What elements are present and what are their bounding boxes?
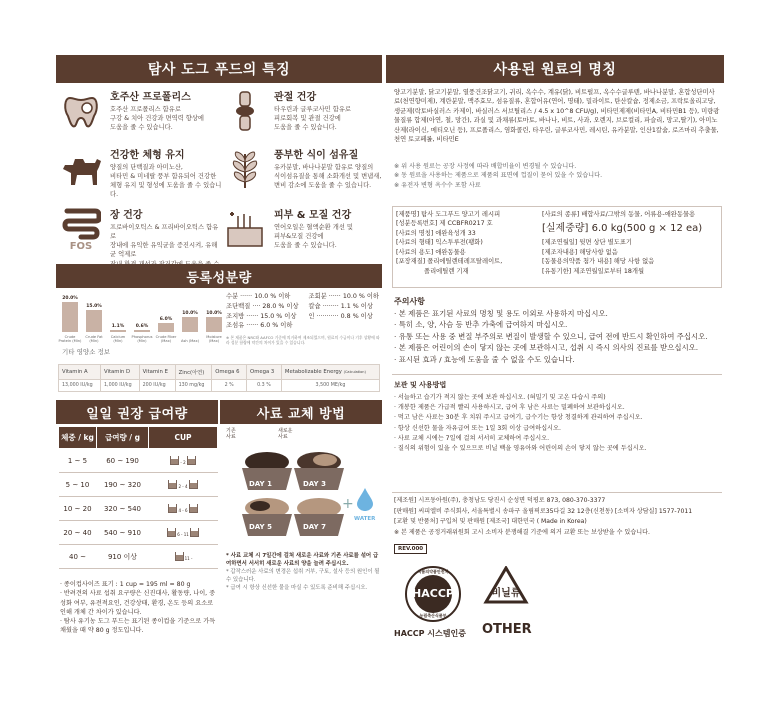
fos-label: FOS (69, 240, 93, 252)
amount-cell: 60 ~ 190 (97, 449, 149, 473)
table-row (59, 545, 218, 569)
bar-5 (182, 317, 198, 332)
cup-icon (168, 504, 177, 513)
old-food-label: 기존 사료 (226, 428, 236, 440)
ingredients-text: 양고기분말, 닭고기분말, 열풍건조닭고기, 귀리, 옥수수, 계유(닭), 비트펄프, 옥수수글루텐, 바나나분말, 혼합성단미사료(천연향미제), 계란분말, 맥주효모, 섬유질류, 혼합어유(연어, 명태), 밀라이트, 탄산칼슘, 정제소금, 프락토올리고당, 생균제(락토바실러스 카제이, 바실러스 서브틸리스 / 4.5 x 10^8 CFU/g), 비타민제제(비타민A, 비타민B1 등), 미량광물질류 합제(아연, 철, 망간), 과실 및 과채류(토마토, 바나나, 비트, 사과, 오렌지, 브로컬리, 파슬리, 망고,딸기), 아미노산제(라이신, 메티오닌 등), 프로폴리스, 염화콜린, 타우린, 글루코사민, 레시틴, 유카분말, 인산1칼슘, 로즈마리 추출물, 천연 토코페롤, 비타민E (394, 89, 720, 144)
table-cell: 3,500 ME/kg (281, 380, 379, 392)
haccp-logo (404, 565, 462, 623)
bar-value-label: 0.6% (135, 324, 149, 329)
table-cell: Vitamin A (59, 365, 101, 380)
table-row (59, 449, 218, 473)
table-cell: Metabolizable Energy (Calculation) (281, 365, 379, 380)
header-cell: CUP (149, 427, 218, 449)
table-cell: Zinc(아연) (175, 365, 212, 380)
composition-note: ※ 본 제품은 NRC와 AAFCO 기준에 의거하여 제조되었으며, 원료의 수급이나 기후 상황에 따라 성분 함량에 약간의 차이가 있을 수 있습니다. (226, 335, 380, 346)
joint-icon (222, 88, 268, 134)
cup-icon (190, 528, 199, 537)
weight-cell: 10 ~ 20 (59, 497, 97, 521)
bar-category-label: Moisture (Max) (206, 335, 222, 344)
composition-list (226, 292, 382, 346)
food-swap-header: 사료 교체 방법 (220, 400, 382, 424)
cup-cell: 11 - (149, 545, 218, 569)
haccp-caption: HACCP 시스템인증 (394, 629, 466, 638)
company-info: [제조원] 시프동아원(주), 충청남도 당진시 순성면 덕평로 873, 080-370-3377 [판매원] 씨피엘비 주식회사, 서울특별시 송파구 올림픽로35다길 32 12층(신천동) [소비자 상담실] 1577-7011 [교환 및 반품처] 구입처 및 판매원 [제조국] 대한민국 ( Made in Korea) ※ 본 제품은 공정거래위원회 고시 소비자 분쟁해결 기준에 의거 교환 또는 보상받을 수 있습니다. (394, 497, 693, 536)
bar-6 (206, 317, 222, 332)
header-cell: 체중 / kg (59, 427, 97, 449)
day-7-label: DAY 7 (303, 523, 326, 531)
bar-category-label: Phosphorus (Min) (131, 335, 153, 344)
amount-cell: 910 이상 (97, 545, 149, 569)
feature-joint (222, 88, 382, 134)
feature-desc: 타우린과 글루코사민 함유로 피로회복 및 관절 건강에 도움을 줄 수 있습니다. (274, 106, 351, 132)
feature-fiber (222, 146, 382, 192)
feature-title: 풍부한 식이 섬유질 (274, 150, 359, 161)
bar-category-label: Crude Fat (Min) (85, 335, 103, 344)
composition-list-right: 조회분 ······ 10.0 % 이하 칼슘 ········ 1.1 % 이상 인 ··········· 0.8 % 이상 (308, 293, 379, 320)
feeding-table (58, 426, 218, 569)
bar-value-label: 15.0% (86, 303, 102, 309)
recycle-type: 비닐류 (491, 588, 521, 599)
bar-category-label: Calcium (Min) (110, 335, 126, 344)
bar-4 (158, 323, 174, 332)
feature-title: 장 건강 (110, 210, 143, 221)
feature-title: 관절 건강 (274, 92, 317, 103)
storage-title: 보관 및 사용방법 (394, 381, 447, 389)
dog-icon (58, 146, 104, 192)
other-nutrients-title: 기타 영양소 정보 (62, 348, 111, 356)
feature-title: 건강한 체형 유지 (110, 150, 185, 161)
table-row (59, 473, 218, 497)
bar-category-label: Crude Fiber (Max) (155, 335, 177, 344)
feature-body (58, 146, 223, 200)
bar-value-label: 20.0% (62, 296, 78, 301)
amount-cell: 320 ~ 540 (97, 497, 149, 521)
nutrient-header-row (59, 365, 380, 380)
composition-bar-chart (58, 288, 228, 344)
daily-feeding-header: 일일 권장 급여량 (56, 400, 218, 424)
product-info-left: [제품명] 탐사 도그푸드 양고기 레시피 [성분등록번호] 제 CCBFR0217 호 [사료의 명칭] 애완육성개 33 [사료의 형태] 익스투루전(팽화) [사료의 용도] 애완동물용 [포장재질] 폴리에틸렌테레프탈레이트, 폴리에틸렌 기재 (396, 211, 503, 275)
table-cell: Omega 3 (247, 365, 282, 380)
bar-3 (134, 330, 150, 332)
weight-cell: 20 ~ 40 (59, 521, 97, 545)
new-food-label: 새로운 사료 (278, 428, 293, 440)
cup-icon (175, 552, 184, 561)
divider (392, 374, 722, 375)
swap-notes: * 사료 교체 시 7일간에 걸쳐 새로운 사료와 기존 사료를 섞어 급여하면서 서서히 새로운 사료의 양을 늘려 주십시오. * 갑작스러운 사료의 변경은 섭취 거부, 구토, 설사 등의 원인이 될 수 있습니다. * 급여 시 항상 신선한 물을 마실 수 있도록 준비해 주십시오. (226, 553, 380, 592)
feature-desc: 유카분말, 바나나분말 함유로 양질의 식이섬유질을 통해 소화개선 및 변냄새, 변비 감소에 도움을 줄 수 있습니다. (274, 164, 382, 190)
table-cell: Vitamin D (101, 365, 140, 380)
bar-category-label: Crude Protein (Min) (58, 335, 82, 344)
ingredients-header: 사용된 원료의 명칭 (386, 55, 724, 83)
cup-cell: 6 - 11 (149, 521, 218, 545)
table-cell: Omega 6 (212, 365, 247, 380)
feature-desc: 프로바이오틱스 & 프리바이오틱스 함유로 장내에 유익한 유익균을 증진시켜, 유해균 억제로 (110, 224, 219, 259)
ingredients-notes: ※ 위 사용 원료는 공장 사정에 따라 배합비율이 변경될 수 있습니다. ※ 동 원료을 사용하는 제품으로 제품의 표면에 껍질이 묻어 있을 수 있습니다. ※ 유전자 변형 옥수수 포함 사료 (394, 163, 603, 189)
day-5-label: DAY 5 (249, 523, 272, 531)
bar-2 (110, 330, 126, 332)
product-info-right: [사료의 종류] 배합사료/그밖의 동물, 어류용-애완동물용 [실제중량] 6.0 kg(500 g × 12 ea) [제조연월일] 뒷면 상단 별도표기 [제조자내용] 해당사항 없음 [동물용의약품 첨가 내용] 해당 사항 없음 [유통기한] 제조연월일로부터 18개월 (542, 211, 703, 275)
plant-icon (222, 146, 268, 192)
bar-0 (62, 302, 78, 332)
storage-list: · 서늘하고 습기가 적지 않는 곳에 보관 하십시오. (혀밀기 및 고온 다습시 주의) · 개봉한 제품은 가급적 빨리 사용하시고, 급여 후 남은 사료는 밀폐하여 보관하십시오. · 먹고 남은 사료는 30분 후 치워 주시고 급여기, 급수기는 항상 청결하게 관리하여 주십시오. · 항상 신선한 물을 자유급여 또는 1일 3회 이상 급여하십시오. · 사료 교체 시에는 7일에 걸쳐 서서히 교체하여 주십시오. · 질식의 위험이 있을 수 있으므로 비닐 백을 영유아와 어린이의 손이 닿지 않는 곳에 두십시오. (394, 394, 647, 453)
tooth-icon (58, 88, 104, 134)
cup-icon (167, 528, 176, 537)
cup-icon (189, 480, 198, 489)
feature-desc: 연어오일은 혈액순환 개선 및 피부&모질 건강에 도움을 줄 수 있습니다. (274, 224, 353, 250)
composition-list-left: 수분 ······ 10.0 % 이하 조단백질 ···· 28.0 % 이상 조지방 ······ 15.0 % 이상 조섬유 ······ 6.0 % 이하 (226, 293, 299, 330)
feature-title: 호주산 프로폴리스 (110, 92, 191, 103)
day-3-label: DAY 3 (303, 480, 326, 488)
bar-value-label: 10.0% (182, 311, 198, 316)
table-row (59, 521, 218, 545)
plus-icon: + (342, 496, 354, 512)
weight-cell: 40 ~ (59, 545, 97, 569)
feature-title: 피부 & 모질 건강 (274, 210, 352, 221)
table-cell: Vitamin E (139, 365, 175, 380)
day-1-label: DAY 1 (249, 480, 272, 488)
bowl-day7 (290, 494, 348, 540)
cup-icon (168, 480, 177, 489)
cup-icon (187, 456, 196, 465)
recycle-caption: OTHER (482, 622, 532, 637)
registered-composition-header: 등록성분량 (56, 264, 382, 288)
features-header: 탐사 도그 푸드의 특징 (56, 55, 382, 83)
weight-cell: 5 ~ 10 (59, 473, 97, 497)
nutrient-table (58, 364, 380, 392)
amount-cell: 540 ~ 910 (97, 521, 149, 545)
revision-badge: REV.000 (394, 544, 427, 554)
feeding-header-row (59, 427, 218, 449)
divider (392, 492, 722, 493)
feature-desc: 양질의 단백질과 아미노산, 비타민 & 미네랄 풍부 함유되어 건강한 체형 유지 및 형성에 도움을 줄 수 있습니다. (110, 164, 222, 199)
bar-1 (86, 310, 102, 333)
feature-desc: 호주산 프로폴리스 함유로 구강 & 치아 건강과 면역력 향상에 도움을 줄 수 있습니다. (110, 106, 204, 132)
weight-cell: 1 ~ 5 (59, 449, 97, 473)
feeding-notes: · 종이컵사이즈 표기 : 1 cup = 195 ml = 80 g · 반려견의 사료 섭취 요구량은 신진대사, 활동량, 나이, 중성화 여부, 유전적요인, 건강상태, 환경, 온도 등의 요소로 인해 개체 간 차이가 있습니다. · 탐사 유기농 도그 푸드는 표기된 종이컵을 기준으로 가득 채웠을 때 약 80 g 정도입니다. (60, 581, 216, 635)
header-cell: 급여량 / g (97, 427, 149, 449)
caution-title: 주의사항 (394, 297, 425, 306)
table-row (59, 497, 218, 521)
cup-icon (189, 504, 198, 513)
feature-propolis (58, 88, 218, 134)
cup-cell: 2 - 4 (149, 473, 218, 497)
bar-value-label: 6.0% (159, 317, 173, 322)
haccp-ring-bottom: 농림축산식품부 (419, 613, 447, 618)
table-cell: 130 mg/kg (175, 380, 212, 392)
recycle-logo (482, 566, 530, 618)
skin-icon (222, 206, 268, 252)
bar-value-label: 10.0% (206, 311, 222, 316)
intestine-icon (58, 206, 104, 252)
water-drop-icon (355, 486, 375, 514)
cup-cell: 4 - 6 (149, 497, 218, 521)
table-cell: 13,000 IU/kg (59, 380, 101, 392)
table-cell: 200 IU/kg (139, 380, 175, 392)
table-cell: 1,000 IU/kg (101, 380, 140, 392)
feature-skin (222, 206, 382, 252)
caution-list: · 본 제품은 표기된 사료의 명칭 및 용도 이외로 사용하지 마십시오. · 특히 소, 양, 사슴 등 반추 가축에 급여하지 마십시오. · 유통 또는 사용 중 변질 부주의로 변질이 발생할 수 있으니, 급여 전에 반드시 확인하여 주십시오. · 본 제품은 어린이의 손이 닿지 않는 곳에 보관하시고, 섭취 시 즉시 의사의 진료를 받으십시오. · 표시된 효과 / 효능에 도움을 줄 수 없을 수도 있습니다. (394, 309, 708, 364)
table-cell: 2 % (212, 380, 247, 392)
haccp-ring-top: 식품의약품안전처 (417, 569, 449, 574)
nutrient-value-row (59, 380, 380, 392)
table-cell: 0.3 % (247, 380, 282, 392)
bowl-day5 (238, 494, 296, 540)
water-label: WATER (354, 516, 376, 522)
cup-icon (170, 456, 179, 465)
haccp-mark: HACCP (412, 587, 454, 600)
bar-category-label: Ash (Max) (181, 339, 199, 344)
cup-cell: - 2 (149, 449, 218, 473)
bar-value-label: 1.1% (111, 324, 125, 329)
amount-cell: 190 ~ 320 (97, 473, 149, 497)
